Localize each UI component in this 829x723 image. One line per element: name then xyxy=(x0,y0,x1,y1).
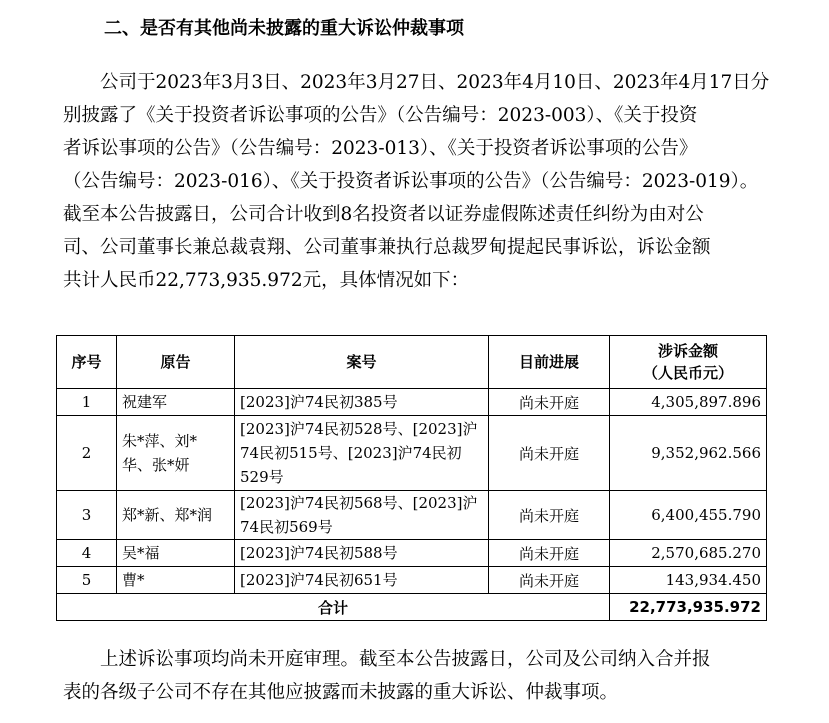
cell-amount: 4,305,897.896 xyxy=(610,389,767,416)
cell-progress: 尚未开庭 xyxy=(489,491,610,540)
intro-line: 别披露了《关于投资者诉讼事项的公告》（公告编号：2023-003）、《关于投资 xyxy=(63,105,698,126)
cell-seq: 5 xyxy=(57,567,117,594)
cell-progress: 尚未开庭 xyxy=(489,540,610,567)
intro-line: 者诉讼事项的公告》（公告编号：2023-013）、《关于投资者诉讼事项的公告》 xyxy=(63,138,698,159)
cell-plaintiff xyxy=(117,540,235,567)
header-plaintiff: 原告 xyxy=(117,336,235,389)
cell-seq: 3 xyxy=(57,491,117,540)
cell-plaintiff xyxy=(117,416,235,491)
header-amount xyxy=(610,336,767,389)
header-amount-line: 涉诉金额 xyxy=(657,342,718,360)
case-line: 74民初515号、[2023]沪74民初 xyxy=(240,444,462,462)
table-row xyxy=(57,416,767,491)
case-line: [2023]沪74民初385号 xyxy=(240,393,398,411)
case-line: [2023]沪74民初568号、[2023]沪 xyxy=(240,494,478,512)
cell-amount: 9,352,962.566 xyxy=(610,416,767,491)
closing-paragraph xyxy=(63,643,711,709)
cell-case-no xyxy=(235,389,489,416)
cell-seq: 2 xyxy=(57,416,117,491)
plaintiff-line: 吴*福 xyxy=(122,544,160,562)
plaintiff-line: 朱*萍、刘* xyxy=(122,432,198,450)
cell-amount: 2,570,685.270 xyxy=(610,540,767,567)
plaintiff-line: 曹* xyxy=(122,571,145,589)
intro-line: 司、公司董事长兼总裁袁翔、公司董事兼执行总裁罗甸提起民事诉讼，诉讼金额 xyxy=(63,237,711,258)
litigation-table xyxy=(56,335,767,621)
cell-amount: 6,400,455.790 xyxy=(610,491,767,540)
cell-seq: 1 xyxy=(57,389,117,416)
closing-line: 表的各级子公司不存在其他应披露而未披露的重大诉讼、仲裁事项。 xyxy=(63,682,619,703)
table-row xyxy=(57,567,767,594)
cell-amount: 143,934.450 xyxy=(610,567,767,594)
cell-case-no xyxy=(235,540,489,567)
total-amount: 22,773,935.972 xyxy=(610,594,767,621)
case-line: [2023]沪74民初651号 xyxy=(240,571,398,589)
intro-paragraph xyxy=(63,66,769,297)
case-line: 529号 xyxy=(240,468,284,486)
header-progress: 目前进展 xyxy=(489,336,610,389)
header-amount-unit: （人民币元） xyxy=(642,364,733,382)
cell-case-no xyxy=(235,416,489,491)
closing-line: 上述诉讼事项均尚未开庭审理。截至本公告披露日，公司及公司纳入合并报 xyxy=(63,649,711,670)
table-row xyxy=(57,540,767,567)
cell-progress: 尚未开庭 xyxy=(489,416,610,491)
table-header-row xyxy=(57,336,767,389)
intro-line: 截至本公告披露日，公司合计收到8名投资者以证券虚假陈述责任纠纷为由对公 xyxy=(63,204,704,225)
plaintiff-line: 祝建军 xyxy=(122,393,168,411)
cell-plaintiff xyxy=(117,491,235,540)
intro-line: 共计人民币22,773,935.972元，具体情况如下： xyxy=(63,270,470,291)
intro-line: （公告编号：2023-016）、《关于投资者诉讼事项的公告》（公告编号：2023-019）。 xyxy=(63,171,759,192)
table-total-row xyxy=(57,594,767,621)
cell-progress: 尚未开庭 xyxy=(489,567,610,594)
case-line: 74民初569号 xyxy=(240,518,333,536)
case-line: [2023]沪74民初528号、[2023]沪 xyxy=(240,420,478,438)
plaintiff-line: 郑*新、郑*润 xyxy=(122,506,213,524)
cell-case-no xyxy=(235,491,489,540)
header-seq: 序号 xyxy=(57,336,117,389)
header-case-no: 案号 xyxy=(235,336,489,389)
section-heading: 二、是否有其他尚未披露的重大诉讼仲裁事项 xyxy=(104,18,464,39)
cell-progress: 尚未开庭 xyxy=(489,389,610,416)
table-row xyxy=(57,491,767,540)
cell-plaintiff xyxy=(117,567,235,594)
cell-case-no xyxy=(235,567,489,594)
cell-seq: 4 xyxy=(57,540,117,567)
intro-line: 公司于2023年3月3日、2023年3月27日、2023年4月10日、2023年4月17日分 xyxy=(63,72,770,93)
case-line: [2023]沪74民初588号 xyxy=(240,544,398,562)
total-label: 合计 xyxy=(57,594,610,621)
cell-plaintiff xyxy=(117,389,235,416)
table-row xyxy=(57,389,767,416)
plaintiff-line: 华、张*妍 xyxy=(122,456,190,474)
